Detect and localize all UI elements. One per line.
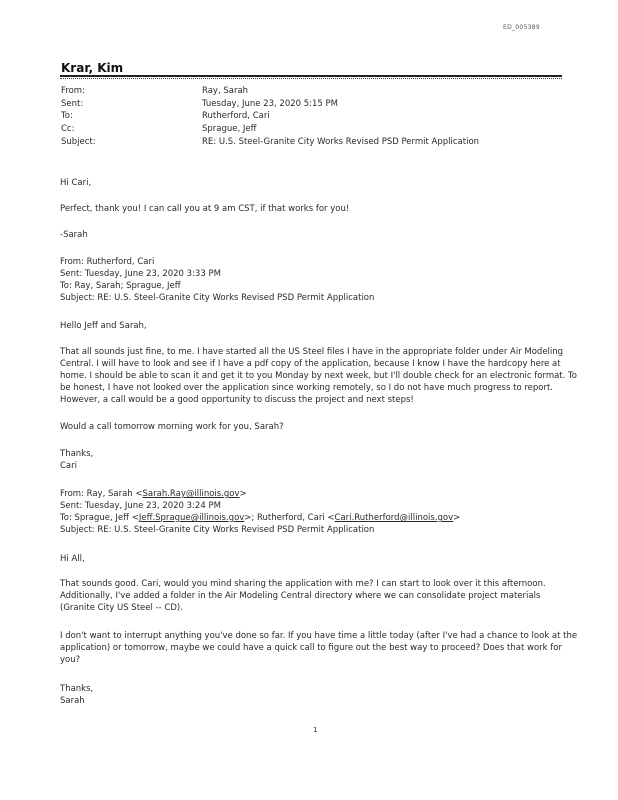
to-suffix: > [453,513,461,523]
header-value: Sprague, Jeff [202,124,257,135]
msg2-body [60,346,580,406]
header-row-sent [0,98,618,111]
closing-text: Thanks, [60,684,94,694]
msg3-header [60,488,580,536]
header-row-to [0,110,618,123]
signature-name: Sarah [60,696,85,706]
signature-name: Cari [60,461,77,471]
body-line: That sounds good. Cari, would you mind sharing the application with me? I can start to look over it this afternoon. [60,579,546,589]
msg3-closing [60,683,580,707]
page-number: 1 [313,726,318,734]
msg3-from [60,488,580,500]
header-value: RE: U.S. Steel-Granite City Works Revised PSD Permit Application [202,136,480,147]
from-suffix: > [239,489,247,499]
body-line: (Granite City US Steel -- CD). [60,603,183,613]
body-line: you? [60,655,81,665]
body-line: Central. I will have to look and see if I have a pdf copy of the application, because I know I have the hardcopy here at [60,359,561,369]
msg2-closing [60,448,580,472]
header-label: Sent: [61,98,84,109]
body-line: I don't want to interrupt anything you've done so far. If you have time a little today (after I've had a chance to look at the [60,631,578,641]
to-middle: >; Rutherford, Cari < [244,513,335,523]
body-line: However, a call would be a good opportunity to discuss the project and next steps! [60,395,414,405]
header-row-subject [0,136,618,149]
msg2-from: From: Rutherford, Cari [60,257,155,267]
msg3-to [60,512,580,524]
closing-text: Thanks, [60,449,94,459]
msg3-subject: Subject: RE: U.S. Steel-Granite City Works Revised PSD Permit Application [60,525,375,535]
msg3-greeting: Hi All, [60,554,85,564]
body-line: home. I should be able to scan it and get it to you Monday by next week, but I'll double check for an electronic format. To [60,371,577,381]
bates-number: ED_005389 [503,24,541,31]
msg2-header [60,256,580,304]
header-label: From: [61,86,85,96]
header-value: Tuesday, June 23, 2020 5:15 PM [202,98,338,109]
email-link-recipient-1[interactable]: Jeff.Sprague@illinois.gov [138,513,245,523]
header-label: Subject: [61,136,96,147]
msg2-greeting: Hello Jeff and Sarah, [60,321,147,331]
reply-signoff: -Sarah [60,230,88,240]
msg3-para2 [60,630,580,666]
reply-body: Perfect, thank you! I can call you at 9 am CST, if that works for you! [60,204,350,214]
from-prefix: From: Ray, Sarah < [60,489,143,499]
header-value: Ray, Sarah [202,86,249,96]
mailbox-owner: Krar, Kim [61,61,124,75]
msg2-subject: Subject: RE: U.S. Steel-Granite City Works Revised PSD Permit Application [60,293,375,303]
body-line: Additionally, I've added a folder in the Air Modeling Central directory where we can consolidate project materials [60,591,541,601]
header-label: To: [61,111,73,122]
header-rule [60,75,562,77]
header-row-from [0,85,618,98]
header-row-cc [0,123,618,136]
header-value: Rutherford, Cari [202,111,270,122]
email-link-sender[interactable]: Sarah.Ray@illinois.gov [142,489,240,499]
header-rule-dotted [60,78,562,79]
body-line: That all sounds just fine, to me. I have started all the US Steel files I have in the appropriate folder under Air Modeling [60,347,564,357]
body-line: application) or tomorrow, maybe we could have a quick call to figure out the best way to proceed? Does that work for [60,643,562,653]
body-line: be honest, I have not looked over the application since working remotely, so I do not have much progress to report. [60,383,554,393]
msg3-sent: Sent: Tuesday, June 23, 2020 3:24 PM [60,501,221,511]
reply-greeting: Hi Cari, [60,178,92,188]
to-prefix: To: Sprague, Jeff < [60,513,139,523]
header-label: Cc: [61,124,75,135]
msg2-question: Would a call tomorrow morning work for you, Sarah? [60,422,284,432]
email-link-recipient-2[interactable]: Cari.Rutherford@illinois.gov [334,513,454,523]
msg3-para1 [60,578,580,614]
msg2-to: To: Ray, Sarah; Sprague, Jeff [60,281,181,291]
msg2-sent: Sent: Tuesday, June 23, 2020 3:33 PM [60,269,221,279]
